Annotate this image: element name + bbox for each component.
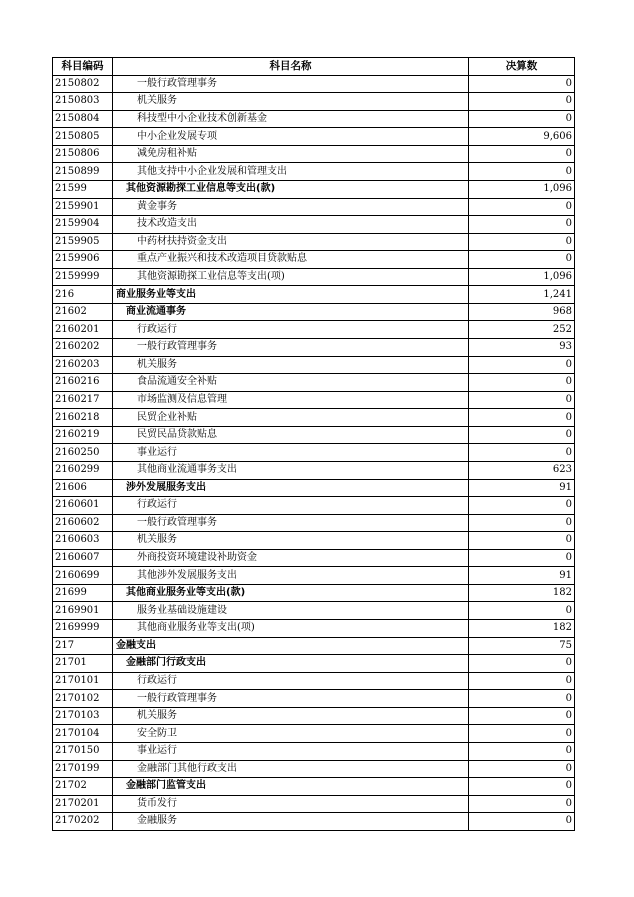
row-amount: 0 — [469, 233, 575, 251]
table-row — [53, 216, 575, 234]
table-row — [53, 339, 575, 357]
row-name: 机关服务 — [113, 532, 469, 550]
row-name: 一般行政管理事务 — [113, 339, 469, 357]
row-code: 2160201 — [53, 321, 113, 339]
row-code: 2150804 — [53, 110, 113, 128]
row-code: 2159999 — [53, 268, 113, 286]
row-code: 2170150 — [53, 742, 113, 760]
row-amount: 91 — [469, 567, 575, 585]
row-name: 技术改造支出 — [113, 216, 469, 234]
row-code: 2170103 — [53, 707, 113, 725]
table-row — [53, 637, 575, 655]
row-amount: 0 — [469, 93, 575, 111]
table-row — [53, 198, 575, 216]
table-row — [53, 374, 575, 392]
row-name: 重点产业振兴和技术改造项目贷款贴息 — [113, 251, 469, 269]
row-name: 一般行政管理事务 — [113, 75, 469, 93]
table-header — [53, 58, 575, 76]
row-name: 食品流通安全补贴 — [113, 374, 469, 392]
row-name: 其他商业服务业等支出(项) — [113, 620, 469, 638]
row-amount: 0 — [469, 795, 575, 813]
row-code: 2159901 — [53, 198, 113, 216]
row-code: 216 — [53, 286, 113, 304]
row-name: 外商投资环境建设补助资金 — [113, 549, 469, 567]
row-name: 科技型中小企业技术创新基金 — [113, 110, 469, 128]
row-code: 2160299 — [53, 461, 113, 479]
row-name: 机关服务 — [113, 356, 469, 374]
row-code: 2159904 — [53, 216, 113, 234]
row-name: 金融部门监管支出 — [113, 778, 469, 796]
row-name: 民贸企业补贴 — [113, 409, 469, 427]
row-amount: 623 — [469, 461, 575, 479]
table-row — [53, 655, 575, 673]
row-amount: 0 — [469, 145, 575, 163]
header-name: 科目名称 — [113, 58, 469, 76]
table-row — [53, 707, 575, 725]
row-name: 涉外发展服务支出 — [113, 479, 469, 497]
row-code: 2150806 — [53, 145, 113, 163]
row-amount: 1,096 — [469, 268, 575, 286]
row-name: 其他商业服务业等支出(款) — [113, 584, 469, 602]
table-row — [53, 725, 575, 743]
row-amount: 0 — [469, 707, 575, 725]
row-code: 2170101 — [53, 672, 113, 690]
row-amount: 0 — [469, 391, 575, 409]
row-name: 中药材扶持资金支出 — [113, 233, 469, 251]
row-name: 其他涉外发展服务支出 — [113, 567, 469, 585]
row-name: 行政运行 — [113, 321, 469, 339]
row-code: 2160699 — [53, 567, 113, 585]
row-name: 行政运行 — [113, 672, 469, 690]
row-name: 商业服务业等支出 — [113, 286, 469, 304]
table-row — [53, 778, 575, 796]
table-row — [53, 286, 575, 304]
row-code: 2159906 — [53, 251, 113, 269]
table-row — [53, 549, 575, 567]
row-code: 2160217 — [53, 391, 113, 409]
row-amount: 0 — [469, 110, 575, 128]
row-name: 黄金事务 — [113, 198, 469, 216]
row-amount: 0 — [469, 444, 575, 462]
row-code: 2160219 — [53, 426, 113, 444]
row-name: 服务业基础设施建设 — [113, 602, 469, 620]
row-code: 2170102 — [53, 690, 113, 708]
row-amount: 1,241 — [469, 286, 575, 304]
table-row — [53, 760, 575, 778]
row-amount: 0 — [469, 75, 575, 93]
row-name: 安全防卫 — [113, 725, 469, 743]
table-row — [53, 110, 575, 128]
row-amount: 0 — [469, 198, 575, 216]
row-amount: 0 — [469, 426, 575, 444]
table-row — [53, 813, 575, 831]
row-code: 21599 — [53, 180, 113, 198]
row-amount: 968 — [469, 303, 575, 321]
row-name: 事业运行 — [113, 444, 469, 462]
row-code: 2160607 — [53, 549, 113, 567]
table-row — [53, 426, 575, 444]
row-name: 其他商业流通事务支出 — [113, 461, 469, 479]
budget-table — [52, 57, 575, 831]
row-code: 2170202 — [53, 813, 113, 831]
row-code: 2169901 — [53, 602, 113, 620]
table-row — [53, 128, 575, 146]
row-amount: 9,606 — [469, 128, 575, 146]
table-row — [53, 356, 575, 374]
row-name: 一般行政管理事务 — [113, 514, 469, 532]
row-amount: 0 — [469, 532, 575, 550]
row-code: 2160603 — [53, 532, 113, 550]
row-code: 2170104 — [53, 725, 113, 743]
row-code: 2160216 — [53, 374, 113, 392]
row-name: 金融服务 — [113, 813, 469, 831]
table-row — [53, 180, 575, 198]
row-amount: 93 — [469, 339, 575, 357]
table-row — [53, 145, 575, 163]
row-code: 21701 — [53, 655, 113, 673]
row-amount: 182 — [469, 620, 575, 638]
row-amount: 0 — [469, 251, 575, 269]
row-amount: 0 — [469, 742, 575, 760]
row-name: 其他资源勘探工业信息等支出(款) — [113, 180, 469, 198]
row-amount: 0 — [469, 356, 575, 374]
table-row — [53, 742, 575, 760]
row-amount: 0 — [469, 690, 575, 708]
row-code: 21702 — [53, 778, 113, 796]
header-code: 科目编码 — [53, 58, 113, 76]
row-code: 2150803 — [53, 93, 113, 111]
row-name: 事业运行 — [113, 742, 469, 760]
row-code: 2150802 — [53, 75, 113, 93]
row-name: 商业流通事务 — [113, 303, 469, 321]
table-row — [53, 93, 575, 111]
row-amount: 0 — [469, 778, 575, 796]
row-name: 机关服务 — [113, 707, 469, 725]
row-code: 2170201 — [53, 795, 113, 813]
row-amount: 0 — [469, 216, 575, 234]
table-row — [53, 795, 575, 813]
row-name: 货币发行 — [113, 795, 469, 813]
table-row — [53, 163, 575, 181]
row-amount: 0 — [469, 374, 575, 392]
row-amount: 0 — [469, 602, 575, 620]
table-row — [53, 479, 575, 497]
row-code: 2150805 — [53, 128, 113, 146]
row-amount: 0 — [469, 813, 575, 831]
row-name: 金融部门其他行政支出 — [113, 760, 469, 778]
row-code: 2160250 — [53, 444, 113, 462]
row-amount: 0 — [469, 672, 575, 690]
row-name: 金融支出 — [113, 637, 469, 655]
row-name: 中小企业发展专项 — [113, 128, 469, 146]
table-row — [53, 514, 575, 532]
row-name: 机关服务 — [113, 93, 469, 111]
row-name: 一般行政管理事务 — [113, 690, 469, 708]
table-row — [53, 409, 575, 427]
table-row — [53, 567, 575, 585]
table-row — [53, 233, 575, 251]
table-row — [53, 75, 575, 93]
row-amount: 1,096 — [469, 180, 575, 198]
table-row — [53, 251, 575, 269]
row-code: 2170199 — [53, 760, 113, 778]
row-name: 市场监测及信息管理 — [113, 391, 469, 409]
table-row — [53, 620, 575, 638]
row-code: 21602 — [53, 303, 113, 321]
table-row — [53, 303, 575, 321]
row-amount: 0 — [469, 655, 575, 673]
row-amount: 252 — [469, 321, 575, 339]
row-code: 2150899 — [53, 163, 113, 181]
table-row — [53, 497, 575, 515]
table-row — [53, 268, 575, 286]
table-row — [53, 461, 575, 479]
row-name: 减免房租补贴 — [113, 145, 469, 163]
row-name: 行政运行 — [113, 497, 469, 515]
table-row — [53, 602, 575, 620]
table-row — [53, 690, 575, 708]
row-amount: 0 — [469, 549, 575, 567]
row-name: 民贸民品贷款贴息 — [113, 426, 469, 444]
row-name: 其他支持中小企业发展和管理支出 — [113, 163, 469, 181]
header-amount: 决算数 — [469, 58, 575, 76]
row-code: 2160602 — [53, 514, 113, 532]
row-code: 21699 — [53, 584, 113, 602]
row-code: 217 — [53, 637, 113, 655]
table-row — [53, 532, 575, 550]
row-code: 2160202 — [53, 339, 113, 357]
table-row — [53, 444, 575, 462]
table-row — [53, 672, 575, 690]
row-amount: 0 — [469, 497, 575, 515]
row-code: 2159905 — [53, 233, 113, 251]
row-code: 2169999 — [53, 620, 113, 638]
row-amount: 0 — [469, 409, 575, 427]
table-row — [53, 584, 575, 602]
row-amount: 0 — [469, 760, 575, 778]
row-amount: 0 — [469, 163, 575, 181]
table-row — [53, 391, 575, 409]
row-amount: 75 — [469, 637, 575, 655]
row-code: 2160601 — [53, 497, 113, 515]
row-amount: 0 — [469, 514, 575, 532]
row-name: 金融部门行政支出 — [113, 655, 469, 673]
row-amount: 182 — [469, 584, 575, 602]
row-code: 21606 — [53, 479, 113, 497]
row-code: 2160218 — [53, 409, 113, 427]
row-amount: 0 — [469, 725, 575, 743]
row-amount: 91 — [469, 479, 575, 497]
table-row — [53, 321, 575, 339]
row-name: 其他资源勘探工业信息等支出(项) — [113, 268, 469, 286]
row-code: 2160203 — [53, 356, 113, 374]
